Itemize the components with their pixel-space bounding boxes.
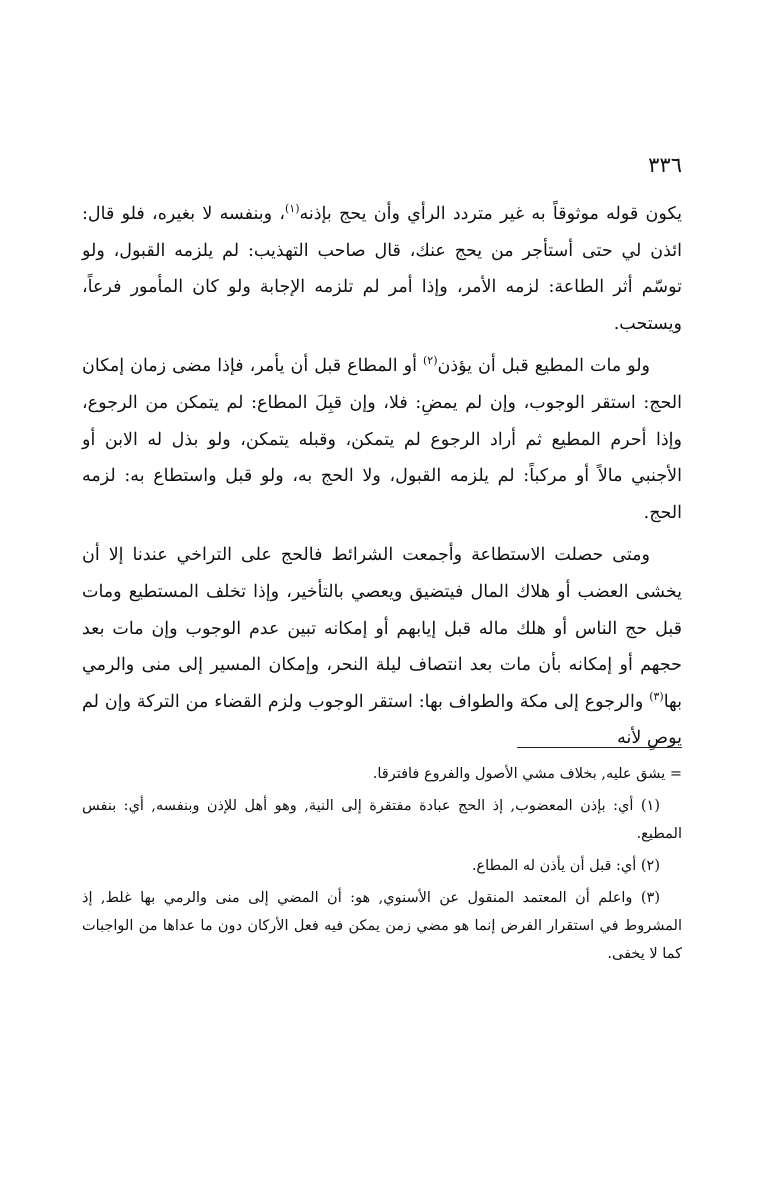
page-number: ٣٣٦ [648, 153, 682, 177]
book-page [82, 0, 682, 1198]
footnote-ref-1: (١) [284, 202, 300, 216]
footnote-3: (٣) واعلم أن المعتمد المنقول عن الأسنوي, هو: أن المضي إلى منى والرمي بها غلط, إذ المشروط في استقرار الفرض إنما هو مضي زمن يمكن فيه فعل الأركان دون ما عداها من الواجبات كما لا يخفى. [82, 890, 682, 962]
paragraph-2-text-b: أو المطاع قبل أن يأمر، فإذا مضى زمان إمكان الحج: استقر الوجوب، وإن لم يمضِ: فلا، وإن قبِلَ المطاع: لم يتمكن من الرجوع، وإذا أحرم المطيع ثم أراد الرجوع لم يتمكن، وقبله يتمكن، ولو بذل له الابن أو الأجنبي مالاً أو مركباً: لم يلزمه القبول، ولا الحج به، ولو قبل واستطاع به: لزمه الحج. [82, 356, 682, 523]
paragraph-3-text-b: والرجوع إلى مكة والطواف بها: استقر الوجوب ولزم القضاء من التركة وإن لم يوصِ لأنه [82, 691, 682, 749]
paragraph-1-text-b: ، وبنفسه لا بغيره، فلو قال: ائذن لي حتى أستأجر من يحج عنك، قال صاحب التهذيب: لم يلزمه القبول، ولو توسّم أثر الطاعة: لزمه الأمر، وإذا أمر لم تلزمه الإجابة ولو كان المأمور فرعاً، ويستحب. [82, 204, 682, 334]
paragraph-3 [82, 537, 682, 757]
paragraph-2-text-a: ولو مات المطيع قبل أن يؤذن [437, 356, 650, 377]
paragraph-3-text-a: ومتى حصلت الاستطاعة وأجمعت الشرائط فالحج على التراخي عندنا إلا أن يخشى العضب أو هلاك المال فيتضيق ويعصي بالتأخير، وإذا تخلف المستطيع ومات قبل حج الناس أو هلك ماله قبل إيابهم أو إمكانه تبين عدم الوجوب وإن مات بعد حجهم أو إمكانه بأن مات بعد انتصاف ليلة النحر، وإمكان المسير إلى منى والرمي بها [82, 545, 682, 712]
footnote-2: (٢) أي: قبل أن يأذن له المطاع. [471, 858, 660, 874]
footnote-separator [517, 747, 682, 748]
footnote-continuation: = يشق عليه, بخلاف مشي الأصول والفروع فافترقا. [372, 766, 682, 782]
footnote-1: (١) أي: بإذن المعضوب, إذ الحج عبادة مفتقرة إلى النية, وهو أهل للإذن وبنفسه, أي: بنفس المطيع. [82, 798, 682, 842]
paragraph-2 [82, 348, 682, 531]
main-text [82, 196, 682, 763]
footnotes [82, 760, 682, 972]
paragraph-1 [82, 196, 682, 342]
footnote-ref-2: (٢) [422, 354, 438, 368]
footnote-ref-3: (٣) [649, 689, 664, 703]
paragraph-1-text-a: يكون قوله موثوقاً به غير متردد الرأي وأن يحج بإذنه [299, 204, 682, 224]
